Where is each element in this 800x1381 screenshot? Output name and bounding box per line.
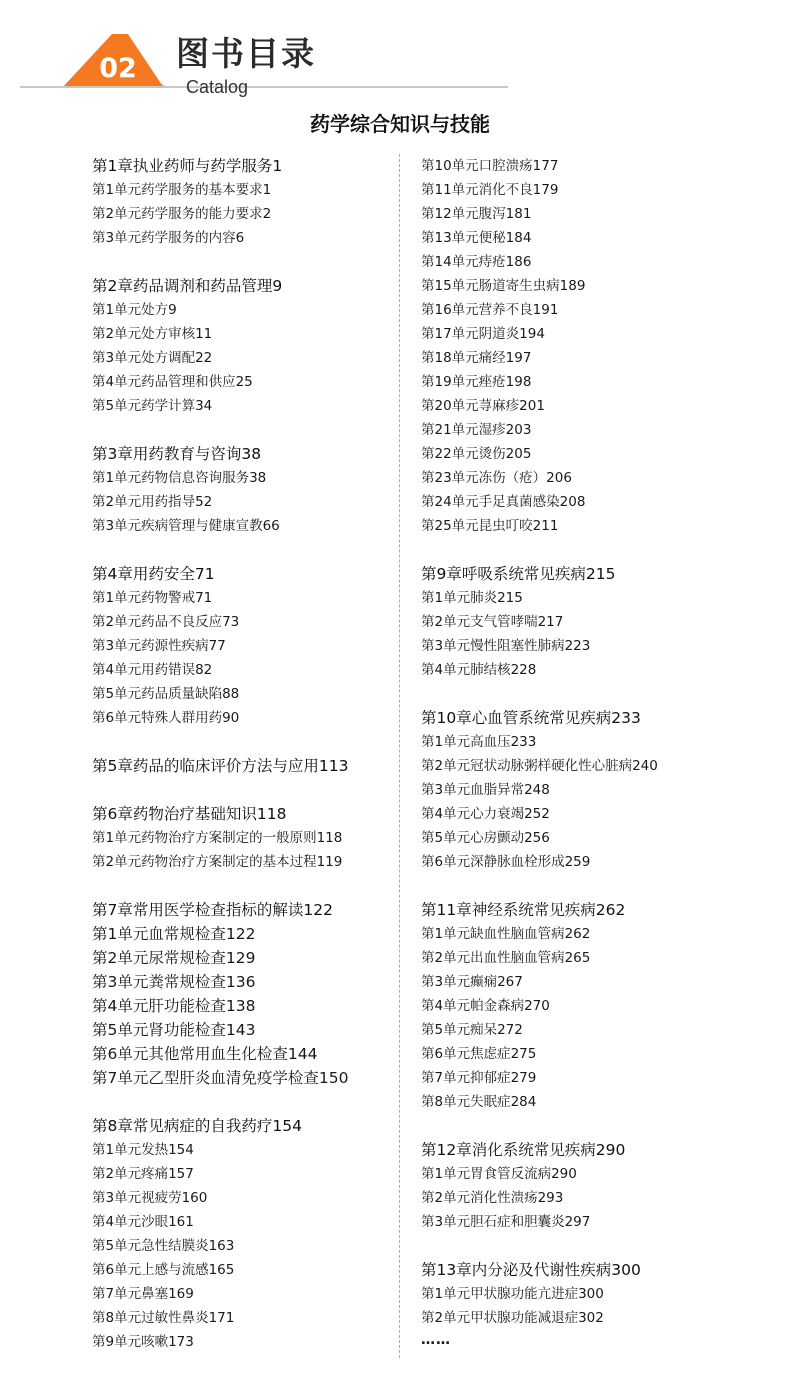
toc-chapter bbox=[92, 274, 392, 418]
section-number: 02 bbox=[99, 53, 137, 84]
unit-item: 第3单元处方调配22 bbox=[92, 350, 213, 366]
unit-item: 第3单元粪常规检查136 bbox=[92, 973, 256, 991]
unit-item: 第3单元药源性疾病77 bbox=[92, 638, 226, 654]
unit-item: 第8单元失眠症284 bbox=[421, 1094, 537, 1110]
unit-item: 第9单元咳嗽173 bbox=[92, 1334, 194, 1350]
page-subtitle: Catalog bbox=[186, 77, 249, 97]
unit-item: 第2单元药品不良反应73 bbox=[92, 614, 240, 630]
unit-item: 第25单元昆虫叮咬211 bbox=[421, 518, 559, 534]
unit-item: 第13单元便秘184 bbox=[421, 230, 532, 246]
unit-item: 第18单元痛经197 bbox=[421, 350, 532, 366]
toc-chapter bbox=[92, 1114, 392, 1354]
toc-continued-units bbox=[421, 154, 791, 538]
unit-item: 第19单元痤疮198 bbox=[421, 374, 532, 390]
unit-item: 第24单元手足真菌感染208 bbox=[421, 494, 586, 510]
chapter-title: 第11章神经系统常见疾病262 bbox=[421, 901, 626, 919]
unit-item: 第5单元急性结膜炎163 bbox=[92, 1238, 235, 1254]
unit-item: 第3单元癫痫267 bbox=[421, 974, 523, 990]
unit-item: 第4单元肺结核228 bbox=[421, 662, 537, 678]
unit-item: 第3单元慢性阻塞性肺病223 bbox=[421, 638, 591, 654]
unit-item: 第7单元乙型肝炎血清免疫学检查150 bbox=[92, 1069, 349, 1087]
unit-item: 第4单元用药错误82 bbox=[92, 662, 213, 678]
toc-chapter bbox=[92, 562, 392, 730]
unit-item: 第2单元用药指导52 bbox=[92, 494, 213, 510]
unit-item: 第1单元发热154 bbox=[92, 1142, 194, 1158]
column-divider bbox=[399, 154, 400, 1358]
page-title: 图书目录 bbox=[176, 34, 316, 73]
unit-item: 第20单元荨麻疹201 bbox=[421, 398, 545, 414]
unit-item: 第1单元缺血性脑血管病262 bbox=[421, 926, 591, 942]
unit-item: 第7单元抑郁症279 bbox=[421, 1070, 537, 1086]
unit-item: 第2单元尿常规检查129 bbox=[92, 949, 256, 967]
toc-chapter bbox=[92, 802, 392, 874]
unit-item: 第2单元甲状腺功能减退症302 bbox=[421, 1310, 604, 1326]
unit-item: 第1单元药物警戒71 bbox=[92, 590, 213, 606]
toc-chapter bbox=[421, 562, 791, 682]
unit-item: 第1单元药学服务的基本要求1 bbox=[92, 182, 272, 198]
chapter-title: 第7章常用医学检查指标的解读122 bbox=[92, 901, 333, 919]
unit-item: 第3单元药学服务的内容6 bbox=[92, 230, 245, 246]
unit-item: 第1单元血常规检查122 bbox=[92, 925, 256, 943]
header-divider bbox=[20, 86, 508, 88]
unit-item: 第2单元冠状动脉粥样硬化性心脏病240 bbox=[421, 758, 658, 774]
toc-chapter bbox=[421, 706, 791, 874]
unit-item: 第6单元特殊人群用药90 bbox=[92, 710, 240, 726]
unit-item: 第2单元支气管哮喘217 bbox=[421, 614, 564, 630]
unit-item: 第4单元帕金森病270 bbox=[421, 998, 550, 1014]
unit-item: 第5单元痴呆272 bbox=[421, 1022, 523, 1038]
unit-item: 第1单元药物治疗方案制定的一般原则118 bbox=[92, 830, 343, 846]
chapter-title: 第8章常见病症的自我药疗154 bbox=[92, 1117, 302, 1135]
unit-item: 第14单元痔疮186 bbox=[421, 254, 532, 270]
unit-item: 第2单元药物治疗方案制定的基本过程119 bbox=[92, 854, 343, 870]
toc-chapter bbox=[421, 1258, 791, 1330]
unit-item: 第6单元上感与流感165 bbox=[92, 1262, 235, 1278]
unit-item: 第1单元肺炎215 bbox=[421, 590, 523, 606]
unit-item: 第4单元肝功能检查138 bbox=[92, 997, 256, 1015]
unit-item: 第3单元血脂异常248 bbox=[421, 782, 550, 798]
chapter-title: 第6章药物治疗基础知识118 bbox=[92, 805, 287, 823]
unit-item: 第2单元消化性溃疡293 bbox=[421, 1190, 564, 1206]
unit-item: 第3单元视疲劳160 bbox=[92, 1190, 208, 1206]
toc-left-column bbox=[92, 154, 392, 1354]
toc-chapter bbox=[92, 898, 392, 1090]
toc-chapter bbox=[92, 442, 392, 538]
unit-item: 第1单元处方9 bbox=[92, 302, 177, 318]
unit-item: 第4单元沙眼161 bbox=[92, 1214, 194, 1230]
chapter-title: 第12章消化系统常见疾病290 bbox=[421, 1141, 626, 1159]
toc-chapter bbox=[421, 898, 791, 1114]
unit-item: 第17单元阴道炎194 bbox=[421, 326, 545, 342]
unit-item: 第15单元肠道寄生虫病189 bbox=[421, 278, 586, 294]
unit-item: 第12单元腹泻181 bbox=[421, 206, 532, 222]
unit-item: 第5单元药品质量缺陷88 bbox=[92, 686, 240, 702]
unit-item: 第6单元深静脉血栓形成259 bbox=[421, 854, 591, 870]
unit-item: 第2单元疼痛157 bbox=[92, 1166, 194, 1182]
unit-item: 第1单元高血压233 bbox=[421, 734, 537, 750]
unit-item: 第11单元消化不良179 bbox=[421, 182, 559, 198]
unit-item: 第6单元其他常用血生化检查144 bbox=[92, 1045, 318, 1063]
chapter-title: 第9章呼吸系统常见疾病215 bbox=[421, 565, 616, 583]
unit-item: 第4单元药品管理和供应25 bbox=[92, 374, 253, 390]
unit-item: 第2单元处方审核11 bbox=[92, 326, 213, 342]
unit-item: 第10单元口腔溃疡177 bbox=[421, 158, 559, 174]
toc-chapter bbox=[92, 754, 392, 778]
unit-item: 第6单元焦虑症275 bbox=[421, 1046, 537, 1062]
toc-chapter bbox=[421, 1138, 791, 1234]
unit-item: 第16单元营养不良191 bbox=[421, 302, 559, 318]
section-badge-icon bbox=[0, 0, 180, 100]
unit-item: 第4单元心力衰竭252 bbox=[421, 806, 550, 822]
unit-item: 第5单元肾功能检查143 bbox=[92, 1021, 256, 1039]
unit-item: 第21单元湿疹203 bbox=[421, 422, 532, 438]
chapter-title: 第2章药品调剂和药品管理9 bbox=[92, 277, 283, 295]
unit-item: 第5单元药学计算34 bbox=[92, 398, 213, 414]
unit-item: 第7单元鼻塞169 bbox=[92, 1286, 194, 1302]
chapter-title: 第1章执业药师与药学服务1 bbox=[92, 157, 283, 175]
unit-item: 第3单元胆石症和胆囊炎297 bbox=[421, 1214, 591, 1230]
unit-item: 第23单元冻伤（疮）206 bbox=[421, 470, 572, 486]
unit-item: 第2单元药学服务的能力要求2 bbox=[92, 206, 272, 222]
chapter-title: 第10章心血管系统常见疾病233 bbox=[421, 709, 641, 727]
catalog-header bbox=[0, 0, 800, 100]
unit-item: 第1单元胃食管反流病290 bbox=[421, 1166, 577, 1182]
book-title: 药学综合知识与技能 bbox=[310, 112, 490, 136]
chapter-title: 第5章药品的临床评价方法与应用113 bbox=[92, 757, 349, 775]
toc-more-ellipsis: …… bbox=[421, 1332, 451, 1348]
toc-right-column bbox=[421, 154, 791, 1350]
unit-item: 第2单元出血性脑血管病265 bbox=[421, 950, 591, 966]
chapter-title: 第13章内分泌及代谢性疾病300 bbox=[421, 1261, 641, 1279]
chapter-title: 第3章用药教育与咨询38 bbox=[92, 445, 262, 463]
chapter-title: 第4章用药安全71 bbox=[92, 565, 215, 583]
unit-item: 第5单元心房颤动256 bbox=[421, 830, 550, 846]
unit-item: 第3单元疾病管理与健康宣教66 bbox=[92, 518, 280, 534]
unit-item: 第1单元甲状腺功能亢进症300 bbox=[421, 1286, 604, 1302]
toc-chapter bbox=[92, 154, 392, 250]
unit-item: 第1单元药物信息咨询服务38 bbox=[92, 470, 267, 486]
unit-item: 第8单元过敏性鼻炎171 bbox=[92, 1310, 235, 1326]
unit-item: 第22单元烫伤205 bbox=[421, 446, 532, 462]
